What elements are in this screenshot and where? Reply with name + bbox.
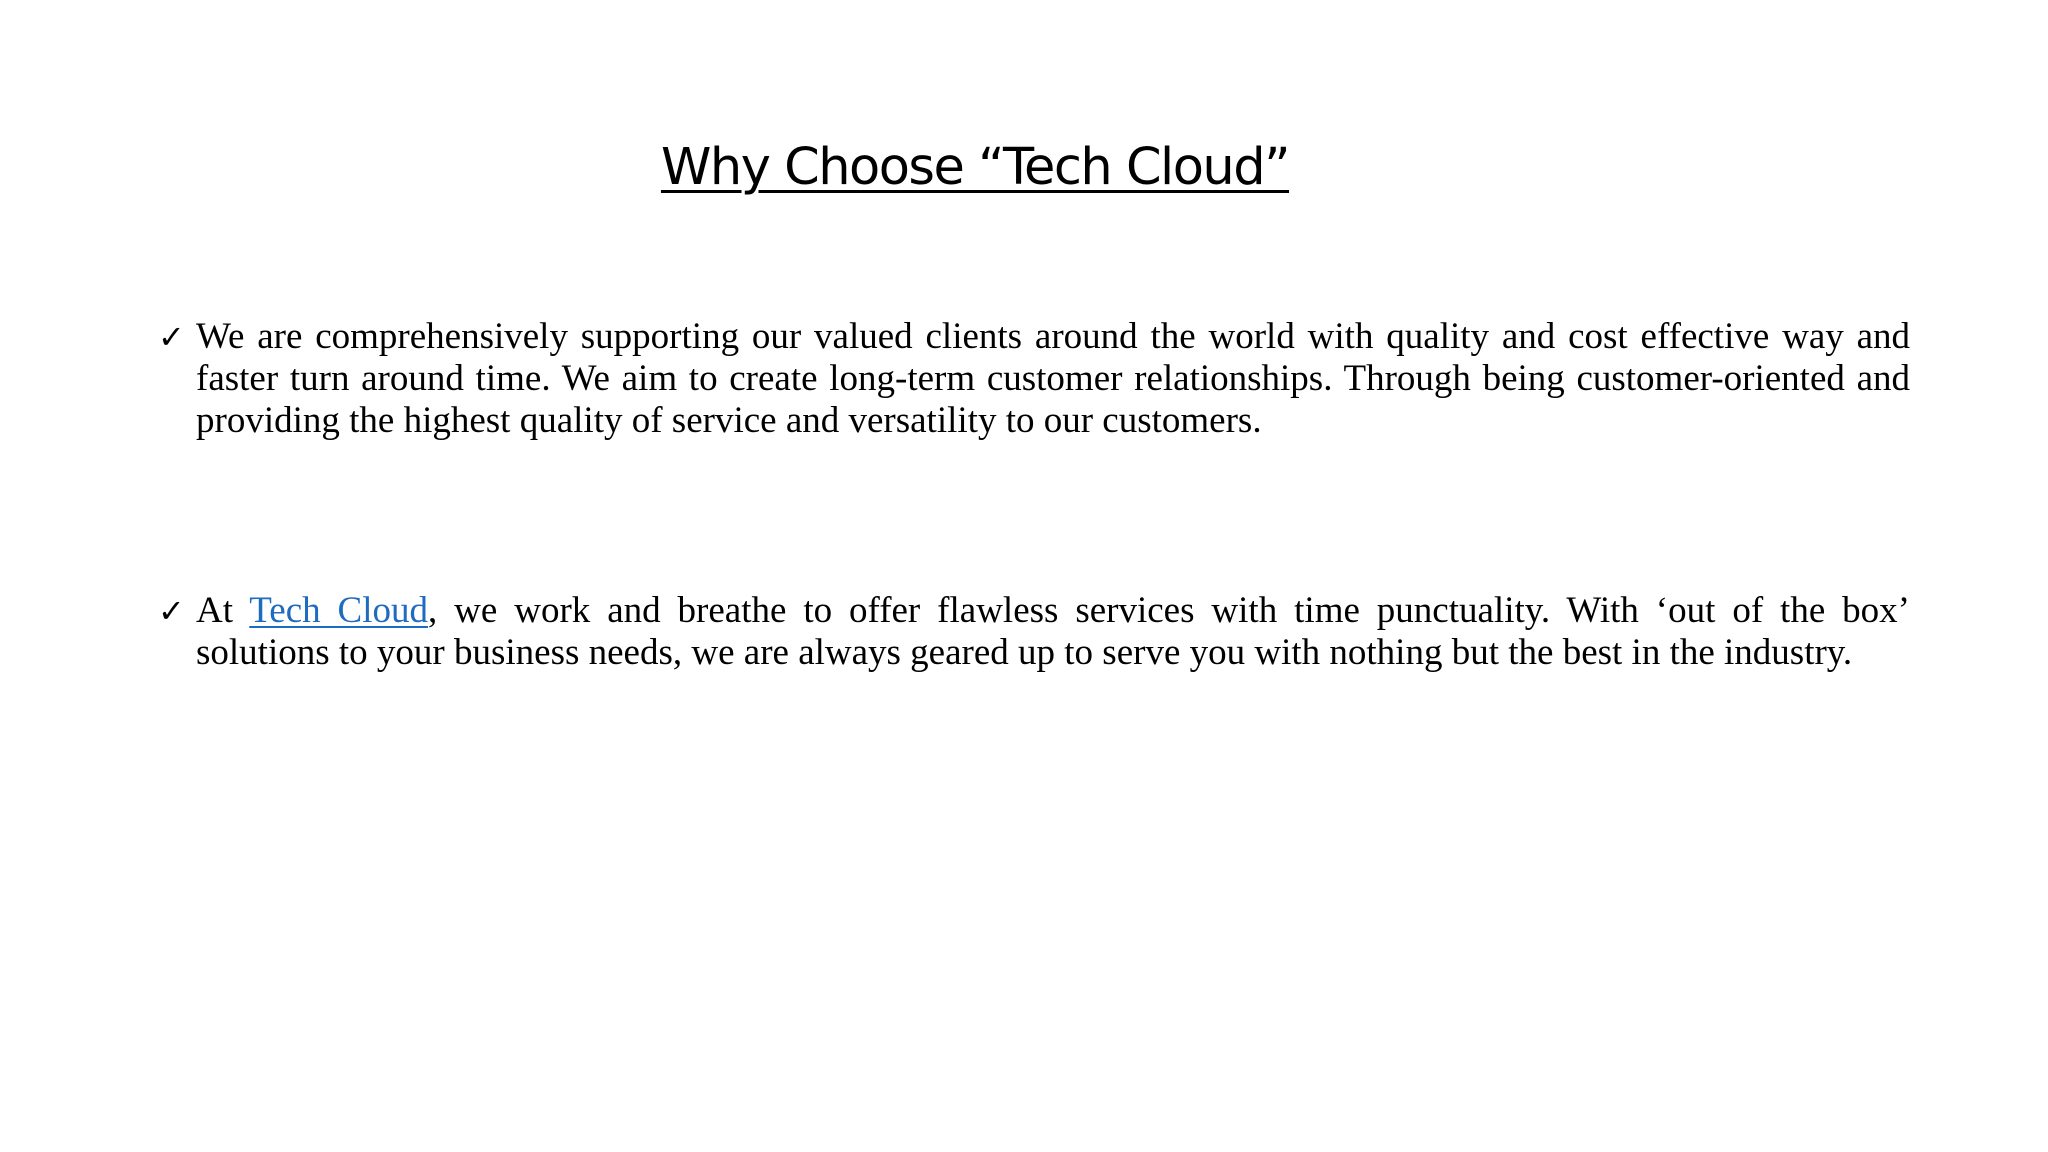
slide-title xyxy=(0,128,1950,208)
bullet-text: We are comprehensively supporting our valued clients around the world with quality and cost effective way and faster turn around time. We aim to create long-term customer relationships. Through being customer-oriented and providing the highest quality of service and versatility to our customers. xyxy=(196,316,1910,441)
bullet-text-after: , we work and breathe to offer flawless services with time punctuality. With ‘out of the box’ solutions to your business needs, we are always geared up to serve you with nothing but the best in the industry. xyxy=(196,590,1910,673)
bullet-item xyxy=(158,590,1910,674)
slide-title-text: Why Choose “Tech Cloud” xyxy=(660,138,1290,197)
tech-cloud-link[interactable]: Tech Cloud xyxy=(249,590,429,631)
bullet-text xyxy=(196,590,1910,674)
checkmark-icon: ✓ xyxy=(158,318,185,356)
checkmark-icon: ✓ xyxy=(158,592,185,630)
bullet-text-before: At xyxy=(196,590,250,631)
bullet-item xyxy=(158,316,1910,442)
